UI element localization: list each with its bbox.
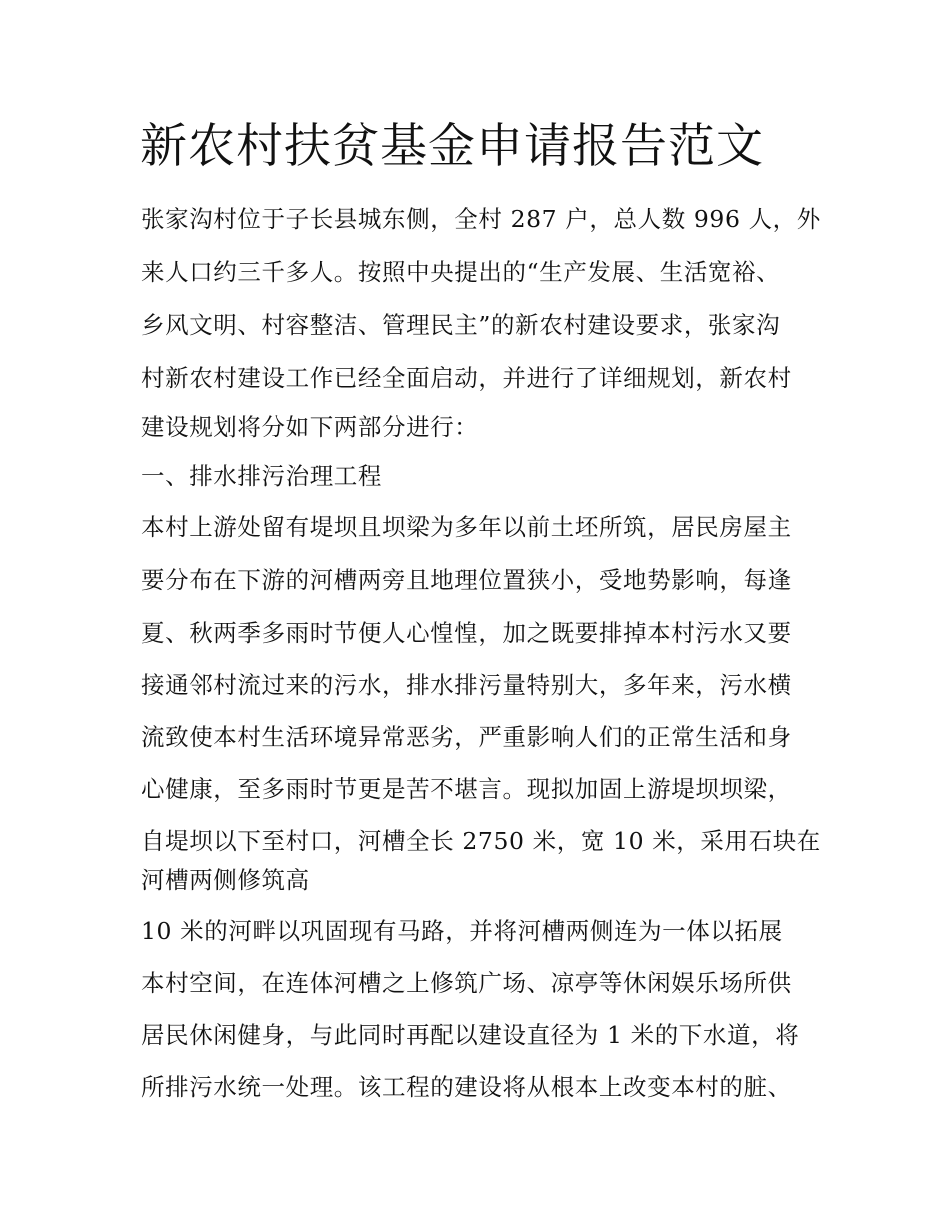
paragraph-line: 本村上游处留有堤坝且坝梁为多年以前土坯所筑，居民房屋主	[141, 513, 792, 541]
paragraph-line: 乡风文明、村容整洁、管理民主”的新农村建设要求，张家沟	[141, 311, 781, 339]
section-heading: 一、排水排污治理工程	[141, 462, 382, 490]
paragraph-line: 河槽两侧修筑高	[141, 866, 310, 894]
paragraph-line: 建设规划将分如下两部分进行：	[141, 413, 479, 441]
paragraph-line: 村新农村建设工作已经全面启动，并进行了详细规划，新农村	[141, 364, 792, 392]
paragraph-line: 本村空间，在连体河槽之上修筑广场、凉亭等休闲娱乐场所供	[141, 969, 792, 997]
paragraph-line: 来人口约三千多人。按照中央提出的“生产发展、生活宽裕、	[141, 258, 781, 286]
paragraph-line: 10 米的河畔以巩固现有马路，并将河槽两侧连为一体以拓展	[141, 917, 783, 945]
paragraph-line: 自堤坝以下至村口，河槽全长 2750 米，宽 10 米，采用石块在	[141, 827, 821, 855]
document-title: 新农村扶贫基金申请报告范文	[140, 119, 764, 174]
paragraph-line: 居民休闲健身，与此同时再配以建设直径为 1 米的下水道，将	[141, 1021, 800, 1049]
paragraph-line: 流致使本村生活环境异常恶劣，严重影响人们的正常生活和身	[141, 723, 792, 751]
paragraph-line: 心健康，至多雨时节更是苦不堪言。现拟加固上游堤坝坝梁，	[141, 775, 792, 803]
paragraph-line: 要分布在下游的河槽两旁且地理位置狭小，受地势影响，每逢	[141, 566, 792, 594]
paragraph-line: 夏、秋两季多雨时节便人心惶惶，加之既要排掉本村污水又要	[141, 619, 792, 647]
paragraph-line: 接通邻村流过来的污水，排水排污量特别大，多年来，污水横	[141, 671, 792, 699]
paragraph-line: 张家沟村位于子长县城东侧，全村 287 户，总人数 996 人，外	[141, 205, 821, 233]
paragraph-line: 所排污水统一处理。该工程的建设将从根本上改变本村的脏、	[141, 1073, 792, 1101]
